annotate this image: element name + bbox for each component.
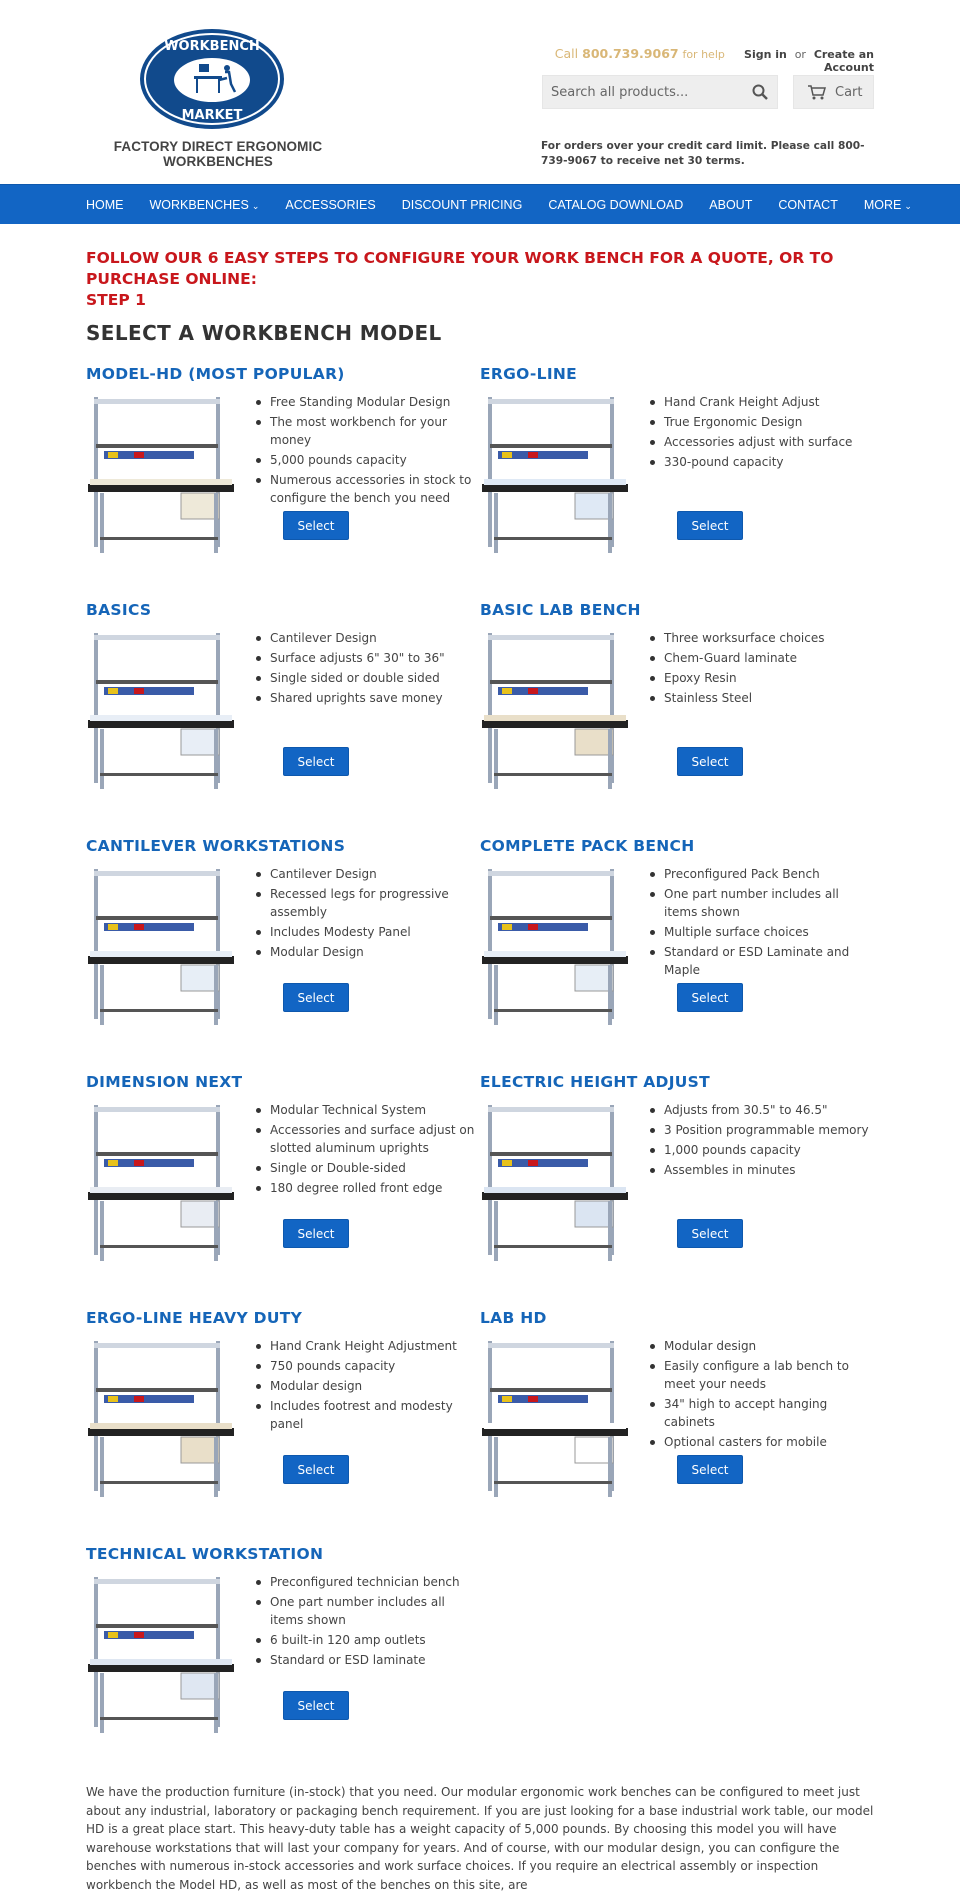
- cart-button[interactable]: [793, 75, 874, 109]
- model-card: [86, 601, 480, 817]
- utility-links: [514, 46, 874, 74]
- description-paragraph: We have the production furniture (in-stock) that you need. Our modular ergonomic work benches can be configured to meet just about any industrial, laboratory or packaging bench requirement. If you are just looking for a base industrial work table, our model HD is a great place start. This heavy-duty table has a weight capacity of 5,000 pounds. By choosing this model you will have warehouse workstations that will last your company for years. And of course, with our modular design, you can configure the benches with numerous in-stock accessories and work surface choices. If you require an electrical assembly or inspection workbench the Model HD, as well as most of the benches on this site, are: [86, 1785, 874, 1892]
- nav-workbenches-label: WORKBENCHES: [149, 198, 249, 212]
- model-card: [480, 1073, 874, 1289]
- feature-item: Includes footrest and modesty panel: [270, 1397, 482, 1433]
- nav-workbenches[interactable]: [150, 185, 260, 226]
- sign-in-link[interactable]: Sign in: [744, 48, 787, 61]
- phone-link[interactable]: 800.739.9067: [582, 46, 679, 61]
- site-header: [0, 0, 960, 184]
- workbench-image[interactable]: [86, 1569, 236, 1739]
- search-cart-row: [542, 75, 874, 109]
- select-button[interactable]: Select: [677, 1455, 743, 1484]
- nav-more-label: MORE: [863, 198, 902, 212]
- feature-item: 34" high to accept hanging cabinets: [664, 1395, 876, 1431]
- workbench-image[interactable]: [86, 389, 236, 559]
- model-card: [480, 365, 874, 581]
- select-button[interactable]: Select: [677, 1219, 743, 1248]
- model-name[interactable]: BASICS: [86, 601, 152, 619]
- feature-item: Surface adjusts 6" 30" to 36": [270, 649, 482, 667]
- model-card: [86, 837, 480, 1053]
- feature-item: Accessories and surface adjust on slotted aluminum uprights: [270, 1121, 482, 1157]
- feature-item: Three worksurface choices: [664, 629, 876, 647]
- model-card: [86, 1545, 480, 1761]
- model-name[interactable]: MODEL-HD (MOST POPULAR): [86, 365, 345, 383]
- feature-item: Shared uprights save money: [270, 689, 482, 707]
- nav-about[interactable]: ABOUT: [709, 198, 753, 212]
- step-label: STEP 1: [86, 291, 146, 309]
- nav-catalog-download[interactable]: CATALOG DOWNLOAD: [548, 198, 684, 212]
- feature-item: 180 degree rolled front edge: [270, 1179, 482, 1197]
- feature-item: Standard or ESD laminate: [270, 1651, 482, 1669]
- select-button[interactable]: Select: [283, 983, 349, 1012]
- model-card: [480, 837, 874, 1053]
- workbench-image[interactable]: [480, 1097, 630, 1267]
- select-button[interactable]: Select: [283, 1219, 349, 1248]
- feature-list: [270, 629, 482, 709]
- select-button[interactable]: Select: [283, 511, 349, 540]
- credit-notice: For orders over your credit card limit. Please call 800-739-9067 to receive net 30 terms.: [541, 140, 865, 167]
- feature-item: Easily configure a lab bench to meet your needs: [664, 1357, 876, 1393]
- feature-item: 3 Position programmable memory: [664, 1121, 876, 1139]
- search-placeholder: Search all products...: [551, 85, 689, 100]
- model-name[interactable]: DIMENSION NEXT: [86, 1073, 243, 1091]
- logo-text-bottom: MARKET: [181, 108, 243, 123]
- model-card: [86, 1309, 480, 1525]
- feature-item: Modular Design: [270, 943, 482, 961]
- feature-item: Modular design: [270, 1377, 482, 1395]
- feature-list: [270, 1573, 482, 1671]
- intro-text: FOLLOW OUR 6 EASY STEPS TO CONFIGURE YOUR WORK BENCH FOR A QUOTE, OR TO PURCHASE ONLINE:: [86, 249, 834, 288]
- feature-list: [270, 1337, 482, 1435]
- for-help-text: for help: [682, 48, 725, 61]
- feature-item: True Ergonomic Design: [664, 413, 876, 431]
- feature-item: Optional casters for mobile: [664, 1433, 876, 1451]
- workbench-image[interactable]: [480, 1333, 630, 1503]
- nav-contact[interactable]: CONTACT: [778, 198, 838, 212]
- nav-more[interactable]: [864, 185, 912, 226]
- feature-item: 750 pounds capacity: [270, 1357, 482, 1375]
- feature-item: The most workbench for your money: [270, 413, 482, 449]
- workbench-image[interactable]: [480, 389, 630, 559]
- select-button[interactable]: Select: [283, 1691, 349, 1720]
- feature-item: Preconfigured Pack Bench: [664, 865, 876, 883]
- page-title: SELECT A WORKBENCH MODEL: [86, 321, 442, 345]
- feature-item: 6 built-in 120 amp outlets: [270, 1631, 482, 1649]
- cart-icon: [808, 85, 826, 100]
- feature-list: [664, 1101, 876, 1181]
- feature-item: Adjusts from 30.5" to 46.5": [664, 1101, 876, 1119]
- select-button[interactable]: Select: [677, 511, 743, 540]
- feature-item: Free Standing Modular Design: [270, 393, 482, 411]
- feature-list: [270, 865, 482, 963]
- header-utility: [514, 46, 874, 167]
- cart-label: Cart: [835, 85, 863, 100]
- logo-text-top: WORKBENCH: [164, 39, 260, 54]
- nav-accessories[interactable]: ACCESSORIES: [285, 198, 376, 212]
- workbench-image[interactable]: [86, 625, 236, 795]
- workbench-market-logo[interactable]: [139, 28, 285, 130]
- feature-list: [270, 1101, 482, 1199]
- feature-item: 5,000 pounds capacity: [270, 451, 482, 469]
- feature-item: Cantilever Design: [270, 629, 482, 647]
- model-name[interactable]: COMPLETE PACK BENCH: [480, 837, 695, 855]
- workbench-image[interactable]: [86, 861, 236, 1031]
- intro-heading: [86, 248, 874, 311]
- create-account-link[interactable]: Create an Account: [813, 48, 874, 74]
- model-name[interactable]: CANTILEVER WORKSTATIONS: [86, 837, 346, 855]
- feature-list: [270, 393, 482, 509]
- model-name[interactable]: TECHNICAL WORKSTATION: [86, 1545, 324, 1563]
- workbench-image[interactable]: [86, 1333, 236, 1503]
- model-card: [86, 1073, 480, 1289]
- model-name[interactable]: LAB HD: [480, 1309, 547, 1327]
- workbench-image[interactable]: [480, 625, 630, 795]
- feature-item: Modular design: [664, 1337, 876, 1355]
- feature-item: Cantilever Design: [270, 865, 482, 883]
- chevron-down-icon: ⌄: [251, 201, 260, 211]
- feature-item: Includes Modesty Panel: [270, 923, 482, 941]
- feature-list: [664, 865, 876, 981]
- feature-item: 1,000 pounds capacity: [664, 1141, 876, 1159]
- feature-item: Chem-Guard laminate: [664, 649, 876, 667]
- feature-item: Hand Crank Height Adjust: [664, 393, 876, 411]
- feature-item: Epoxy Resin: [664, 669, 876, 687]
- select-button[interactable]: Select: [677, 983, 743, 1012]
- nav-home[interactable]: HOME: [86, 198, 124, 212]
- feature-item: Hand Crank Height Adjustment: [270, 1337, 482, 1355]
- search-icon[interactable]: [752, 84, 768, 100]
- model-card: [480, 601, 874, 817]
- feature-item: Multiple surface choices: [664, 923, 876, 941]
- select-button[interactable]: Select: [283, 1455, 349, 1484]
- search-input[interactable]: [542, 75, 778, 109]
- model-card: [86, 365, 480, 581]
- workbench-image[interactable]: [86, 1097, 236, 1267]
- workbench-image[interactable]: [480, 861, 630, 1031]
- chevron-down-icon: ⌄: [904, 201, 912, 211]
- feature-item: Accessories adjust with surface: [664, 433, 876, 451]
- model-name[interactable]: ERGO-LINE: [480, 365, 578, 383]
- call-prefix: Call: [554, 46, 579, 61]
- nav-discount-pricing[interactable]: DISCOUNT PRICING: [401, 198, 523, 212]
- main-nav: [0, 184, 960, 224]
- model-name[interactable]: BASIC LAB BENCH: [480, 601, 641, 619]
- feature-list: [664, 393, 876, 473]
- feature-item: Assembles in minutes: [664, 1161, 876, 1179]
- feature-item: Standard or ESD Laminate and Maple: [664, 943, 876, 979]
- feature-item: 330-pound capacity: [664, 453, 876, 471]
- model-card: [480, 1309, 874, 1525]
- feature-item: Single sided or double sided: [270, 669, 482, 687]
- model-grid: [86, 365, 874, 1755]
- call-text: [555, 46, 679, 61]
- feature-item: Recessed legs for progressive assembly: [270, 885, 482, 921]
- site-tagline: FACTORY DIRECT ERGONOMIC WORKBENCHES: [113, 139, 323, 169]
- or-text: or: [794, 48, 806, 61]
- feature-list: [664, 629, 876, 709]
- feature-item: One part number includes all items shown: [270, 1593, 482, 1629]
- model-name[interactable]: ERGO-LINE HEAVY DUTY: [86, 1309, 303, 1327]
- main-content: [0, 224, 960, 1755]
- select-button[interactable]: Select: [283, 747, 349, 776]
- feature-item: One part number includes all items shown: [664, 885, 876, 921]
- model-name[interactable]: ELECTRIC HEIGHT ADJUST: [480, 1073, 711, 1091]
- select-button[interactable]: Select: [677, 747, 743, 776]
- feature-item: Preconfigured technician bench: [270, 1573, 482, 1591]
- feature-list: [664, 1337, 876, 1453]
- feature-item: Stainless Steel: [664, 689, 876, 707]
- feature-item: Single or Double-sided: [270, 1159, 482, 1177]
- feature-item: Numerous accessories in stock to configure the bench you need: [270, 471, 482, 507]
- feature-item: Modular Technical System: [270, 1101, 482, 1119]
